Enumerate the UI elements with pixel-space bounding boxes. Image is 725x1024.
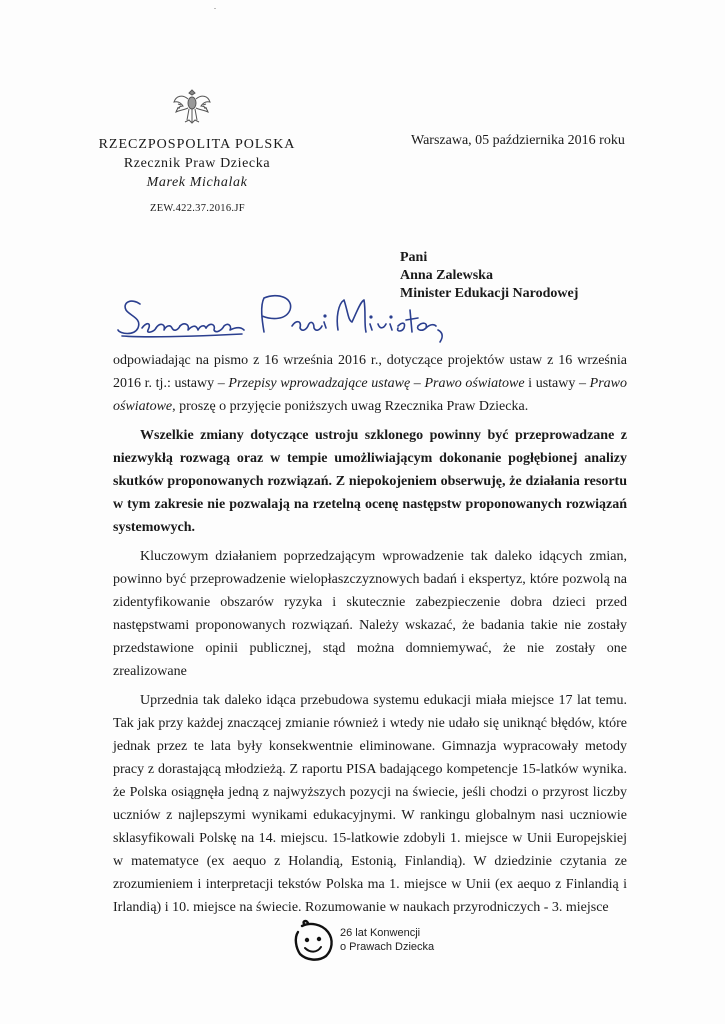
polish-eagle-emblem-icon	[172, 86, 212, 130]
footer-line-1: 26 lat Konwencji	[340, 927, 421, 939]
scan-mark	[214, 8, 216, 9]
paragraph-2	[113, 424, 627, 539]
sender-block	[92, 135, 302, 192]
paragraph-1-text-e: , proszę o przyjęcie poniższych uwag Rzecznika Praw Dziecka.	[172, 399, 529, 414]
sender-organization: RZECZPOSPOLITA POLSKA	[98, 137, 296, 152]
letter-date: Warszawa, 05 października 2016 roku	[411, 133, 625, 148]
sender-title: Rzecznik Praw Dziecka	[123, 156, 271, 171]
paragraph-1-law-title-2: Prawo oświatowe	[113, 376, 627, 414]
addressee-position: Minister Edukacji Narodowej	[400, 286, 579, 301]
reference-number: ZEW.422.37.2016.JF	[150, 203, 245, 214]
paragraph-1	[113, 349, 627, 418]
footer-line-2: o Prawach Dziecka	[340, 941, 435, 953]
paragraph-3: Kluczowym działaniem poprzedzającym wprowadzenie tak daleko idących zmian, powinno być przeprowadzenie wielopłaszczyznowych badań i ekspertyz, które pozwolą na zidentyfikowanie obszarów ryzyka i skutecznie zabezpieczenie dobra dzieci przed następstwami proponowanych rozwiązań. Należy wskazać, że badania takie nie zostały przedstawione opinii publicznej, stąd można domniemywać, że nie zostały one zrealizowane	[113, 549, 627, 679]
handwritten-greeting	[112, 292, 452, 350]
paragraph-4: Uprzednia tak daleko idąca przebudowa systemu edukacji miała miejsce 17 lat temu. Tak jak przy każdej znaczącej zmianie również i wtedy nie udało się uniknąć błędów, które jednak przez te lata były konsekwentnie eliminowane. Gimnazja wypracowały metody pracy z dorastającą młodzieżą. Z raportu PISA badającego kompetencje 15-latków wynika. że Polska osiągnęła jedną z najwyższych pozycji na świecie, jeśli chodzi o przyrost liczby uczniów z najlepszymi wynikami edukacyjnymi. W rankingu globalnym nasi uczniowie sklasyfikowali Polskę na 14. miejscu. 15-latkowie zdobyli 1. miejsce w Unii Europejskiej w matematyce (ex aequo z Holandią, Estonią, Finlandią). W dziedzinie czytania ze zrozumieniem i interpretacji tekstów Polska ma 1. miejsce w Unii (ex aequo z Finlandią i Irlandią) i 10. miejsce na świecie. Rozumowanie w naukach przyrodniczych - 3. miejsce	[113, 693, 627, 915]
paragraph-1-text-c: i ustawy –	[524, 376, 590, 391]
paragraph-1-text-a: odpowiadając na pismo z 16 września 2016 r., dotyczące projektów ustaw z 16 września 2016 r. tj.: ustawy –	[113, 353, 627, 391]
smiling-child-face-logo-icon	[290, 918, 336, 964]
sender-name: Marek Michalak	[146, 175, 248, 190]
addressee-salutation: Pani	[400, 250, 428, 265]
addressee-name: Anna Zalewska	[400, 268, 493, 283]
paragraph-2-text: Wszelkie zmiany dotyczące ustroju szklonego powinny być przeprowadzane z niezwykłą rozwagą oraz w tempie umożliwiającym dokonanie pogłębionej analizy skutków proponowanych rozwiązań. Z niepokojeniem obserwuję, że działania resortu w tym zakresie nie pozwalają na rzetelną ocenę następstw proponowanych rozwiązań systemowych.	[113, 428, 627, 535]
footer-caption	[340, 926, 434, 954]
letter-body	[113, 349, 627, 919]
paragraph-1-law-title-1: Przepisy wprowadzające ustawę – Prawo oświatowe	[228, 376, 525, 391]
